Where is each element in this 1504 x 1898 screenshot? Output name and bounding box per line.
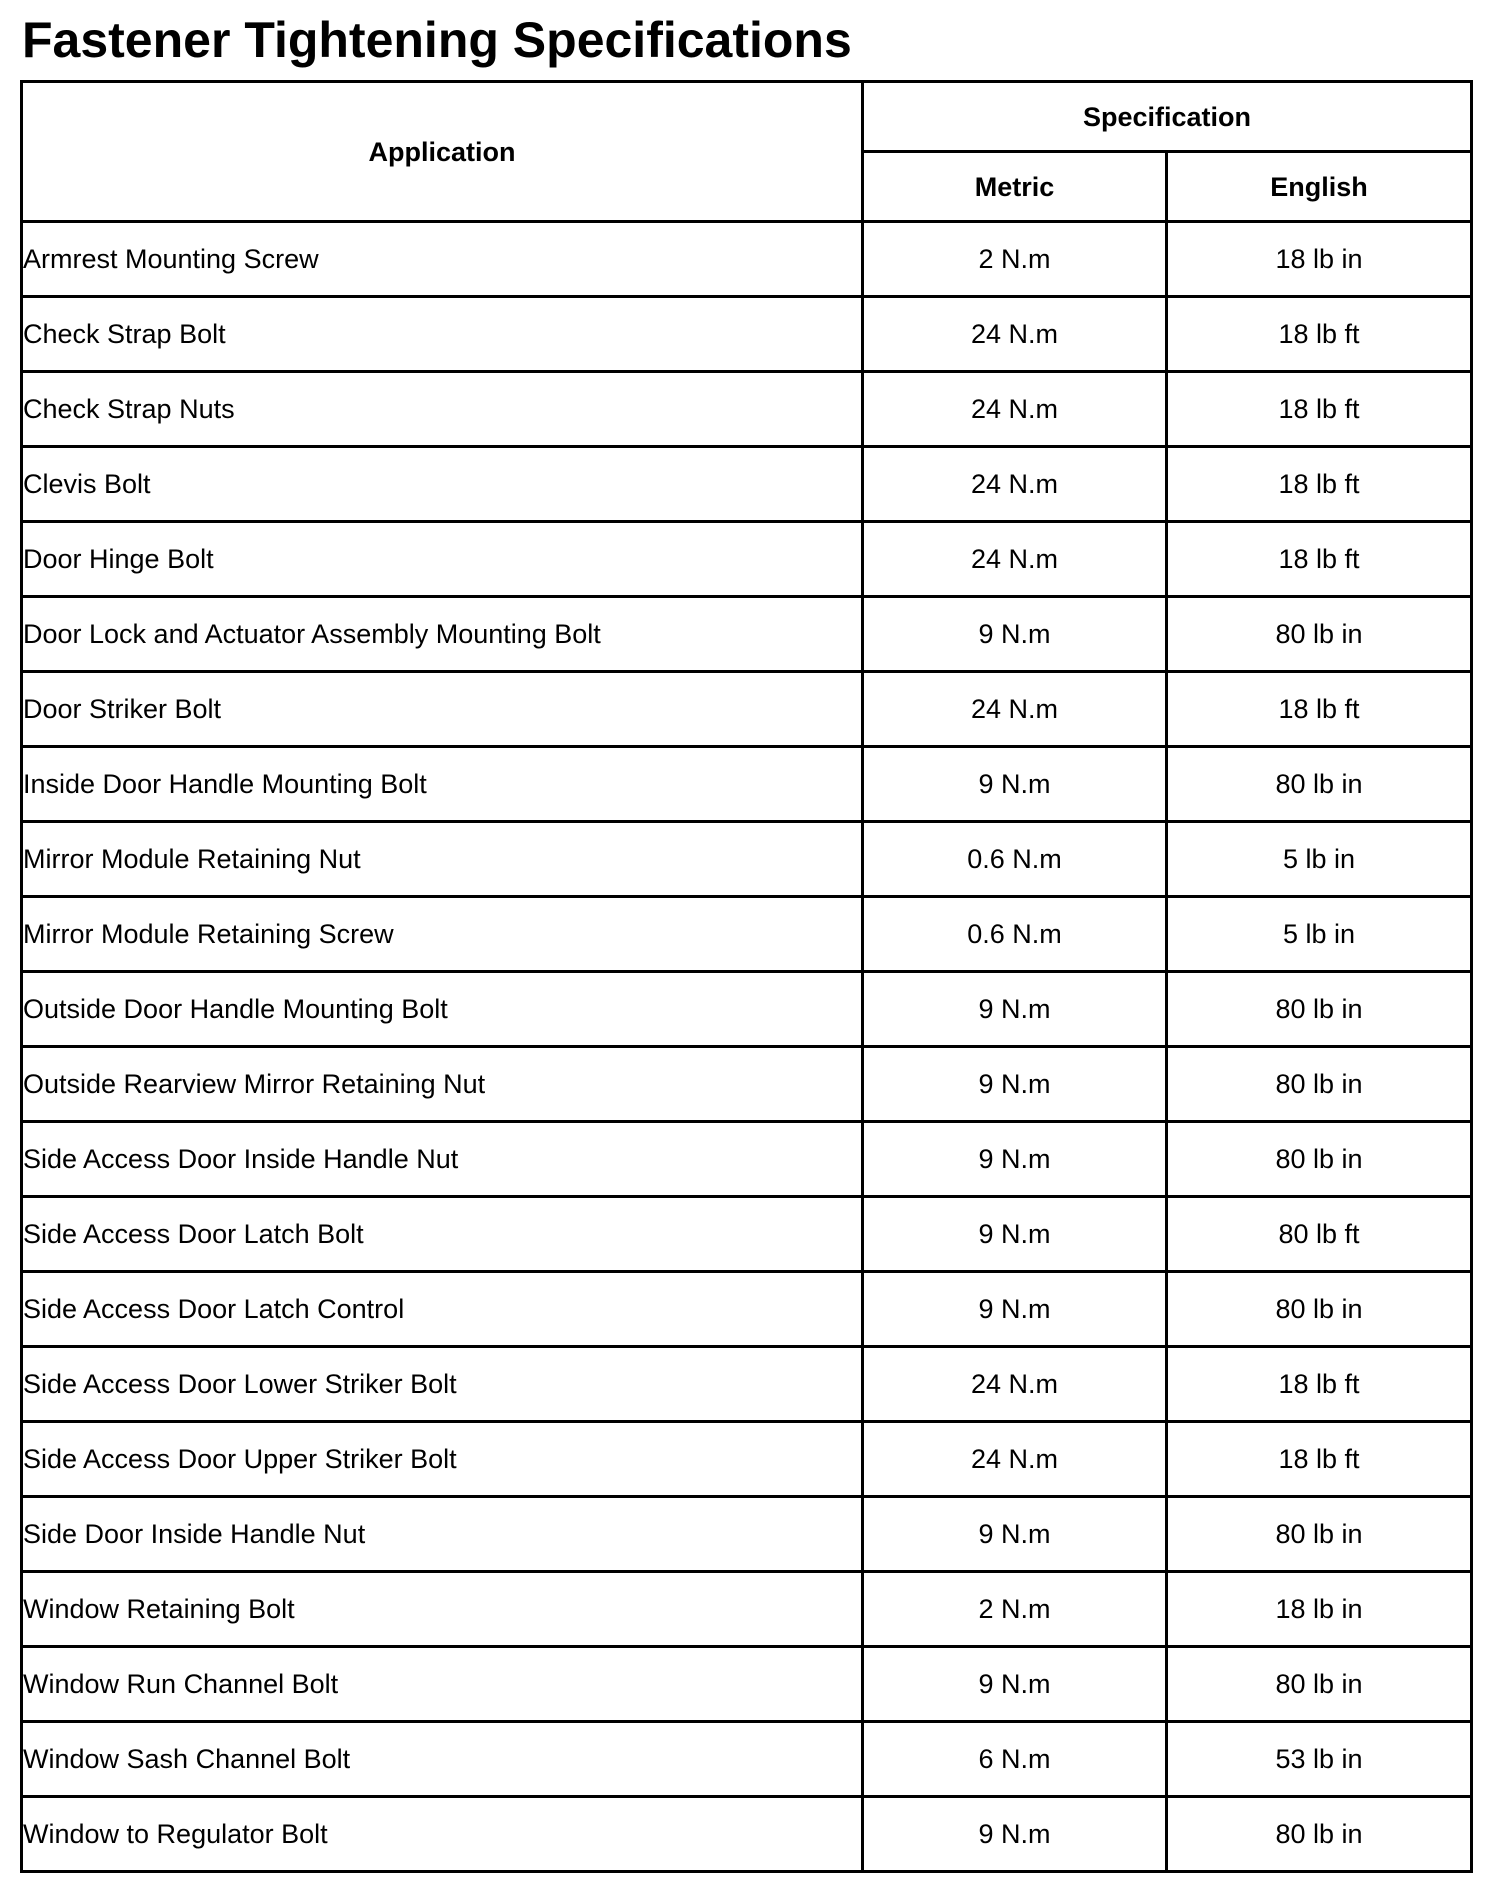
english-cell: 80 lb in	[1167, 1272, 1472, 1347]
english-cell: 80 lb in	[1167, 972, 1472, 1047]
english-cell: 18 lb ft	[1167, 672, 1472, 747]
table-header	[22, 82, 1472, 222]
application-cell: Mirror Module Retaining Screw	[22, 897, 863, 972]
table-body	[22, 222, 1472, 1872]
metric-cell: 24 N.m	[863, 672, 1167, 747]
table-row	[22, 597, 1472, 672]
metric-cell: 9 N.m	[863, 597, 1167, 672]
table-row	[22, 747, 1472, 822]
metric-cell: 0.6 N.m	[863, 822, 1167, 897]
english-cell: 18 lb ft	[1167, 522, 1472, 597]
metric-cell: 24 N.m	[863, 522, 1167, 597]
header-row-top	[22, 82, 1472, 152]
metric-cell: 0.6 N.m	[863, 897, 1167, 972]
english-cell: 18 lb in	[1167, 222, 1472, 297]
application-cell: Mirror Module Retaining Nut	[22, 822, 863, 897]
application-cell: Side Access Door Latch Control	[22, 1272, 863, 1347]
table-row	[22, 1722, 1472, 1797]
metric-cell: 24 N.m	[863, 297, 1167, 372]
fastener-spec-table	[20, 80, 1473, 1873]
application-cell: Window Sash Channel Bolt	[22, 1722, 863, 1797]
application-cell: Side Access Door Latch Bolt	[22, 1197, 863, 1272]
metric-cell: 9 N.m	[863, 1047, 1167, 1122]
metric-cell: 9 N.m	[863, 1122, 1167, 1197]
table-row	[22, 1197, 1472, 1272]
application-cell: Window Retaining Bolt	[22, 1572, 863, 1647]
metric-cell: 24 N.m	[863, 1347, 1167, 1422]
application-cell: Side Door Inside Handle Nut	[22, 1497, 863, 1572]
application-cell: Inside Door Handle Mounting Bolt	[22, 747, 863, 822]
application-cell: Check Strap Bolt	[22, 297, 863, 372]
english-cell: 18 lb ft	[1167, 1347, 1472, 1422]
application-cell: Window to Regulator Bolt	[22, 1797, 863, 1872]
table-row	[22, 897, 1472, 972]
english-cell: 80 lb in	[1167, 1122, 1472, 1197]
table-row	[22, 1497, 1472, 1572]
page-title: Fastener Tightening Specifications	[22, 12, 852, 68]
english-cell: 80 lb in	[1167, 1047, 1472, 1122]
metric-cell: 24 N.m	[863, 447, 1167, 522]
metric-cell: 9 N.m	[863, 1797, 1167, 1872]
english-cell: 18 lb in	[1167, 1572, 1472, 1647]
table-row	[22, 1272, 1472, 1347]
english-cell: 18 lb ft	[1167, 372, 1472, 447]
english-cell: 80 lb in	[1167, 747, 1472, 822]
english-cell: 53 lb in	[1167, 1722, 1472, 1797]
table-row	[22, 372, 1472, 447]
english-cell: 80 lb ft	[1167, 1197, 1472, 1272]
application-cell: Door Hinge Bolt	[22, 522, 863, 597]
table-row	[22, 222, 1472, 297]
table-row	[22, 297, 1472, 372]
metric-cell: 9 N.m	[863, 1497, 1167, 1572]
application-cell: Outside Door Handle Mounting Bolt	[22, 972, 863, 1047]
table-row	[22, 1797, 1472, 1872]
table-row	[22, 972, 1472, 1047]
application-cell: Outside Rearview Mirror Retaining Nut	[22, 1047, 863, 1122]
english-cell: 18 lb ft	[1167, 447, 1472, 522]
english-cell: 80 lb in	[1167, 597, 1472, 672]
table-row	[22, 1647, 1472, 1722]
metric-cell: 9 N.m	[863, 1272, 1167, 1347]
table-row	[22, 1572, 1472, 1647]
application-cell: Door Striker Bolt	[22, 672, 863, 747]
application-cell: Check Strap Nuts	[22, 372, 863, 447]
table-row	[22, 672, 1472, 747]
table-row	[22, 1422, 1472, 1497]
metric-cell: 9 N.m	[863, 1647, 1167, 1722]
application-cell: Armrest Mounting Screw	[22, 222, 863, 297]
metric-cell: 24 N.m	[863, 372, 1167, 447]
application-cell: Clevis Bolt	[22, 447, 863, 522]
table-row	[22, 822, 1472, 897]
english-cell: 18 lb ft	[1167, 1422, 1472, 1497]
table-row	[22, 1347, 1472, 1422]
table-row	[22, 1122, 1472, 1197]
english-cell: 5 lb in	[1167, 822, 1472, 897]
table-row	[22, 447, 1472, 522]
english-cell: 80 lb in	[1167, 1647, 1472, 1722]
table-row	[22, 522, 1472, 597]
metric-cell: 2 N.m	[863, 1572, 1167, 1647]
english-header: English	[1167, 152, 1472, 222]
metric-cell: 24 N.m	[863, 1422, 1167, 1497]
metric-cell: 6 N.m	[863, 1722, 1167, 1797]
metric-header: Metric	[863, 152, 1167, 222]
application-cell: Side Access Door Lower Striker Bolt	[22, 1347, 863, 1422]
application-cell: Side Access Door Upper Striker Bolt	[22, 1422, 863, 1497]
metric-cell: 9 N.m	[863, 972, 1167, 1047]
english-cell: 80 lb in	[1167, 1497, 1472, 1572]
metric-cell: 9 N.m	[863, 747, 1167, 822]
application-cell: Window Run Channel Bolt	[22, 1647, 863, 1722]
application-cell: Side Access Door Inside Handle Nut	[22, 1122, 863, 1197]
english-cell: 18 lb ft	[1167, 297, 1472, 372]
metric-cell: 9 N.m	[863, 1197, 1167, 1272]
table-row	[22, 1047, 1472, 1122]
metric-cell: 2 N.m	[863, 222, 1167, 297]
application-header: Application	[22, 82, 863, 222]
english-cell: 80 lb in	[1167, 1797, 1472, 1872]
specification-header: Specification	[863, 82, 1472, 152]
english-cell: 5 lb in	[1167, 897, 1472, 972]
application-cell: Door Lock and Actuator Assembly Mounting Bolt	[22, 597, 863, 672]
